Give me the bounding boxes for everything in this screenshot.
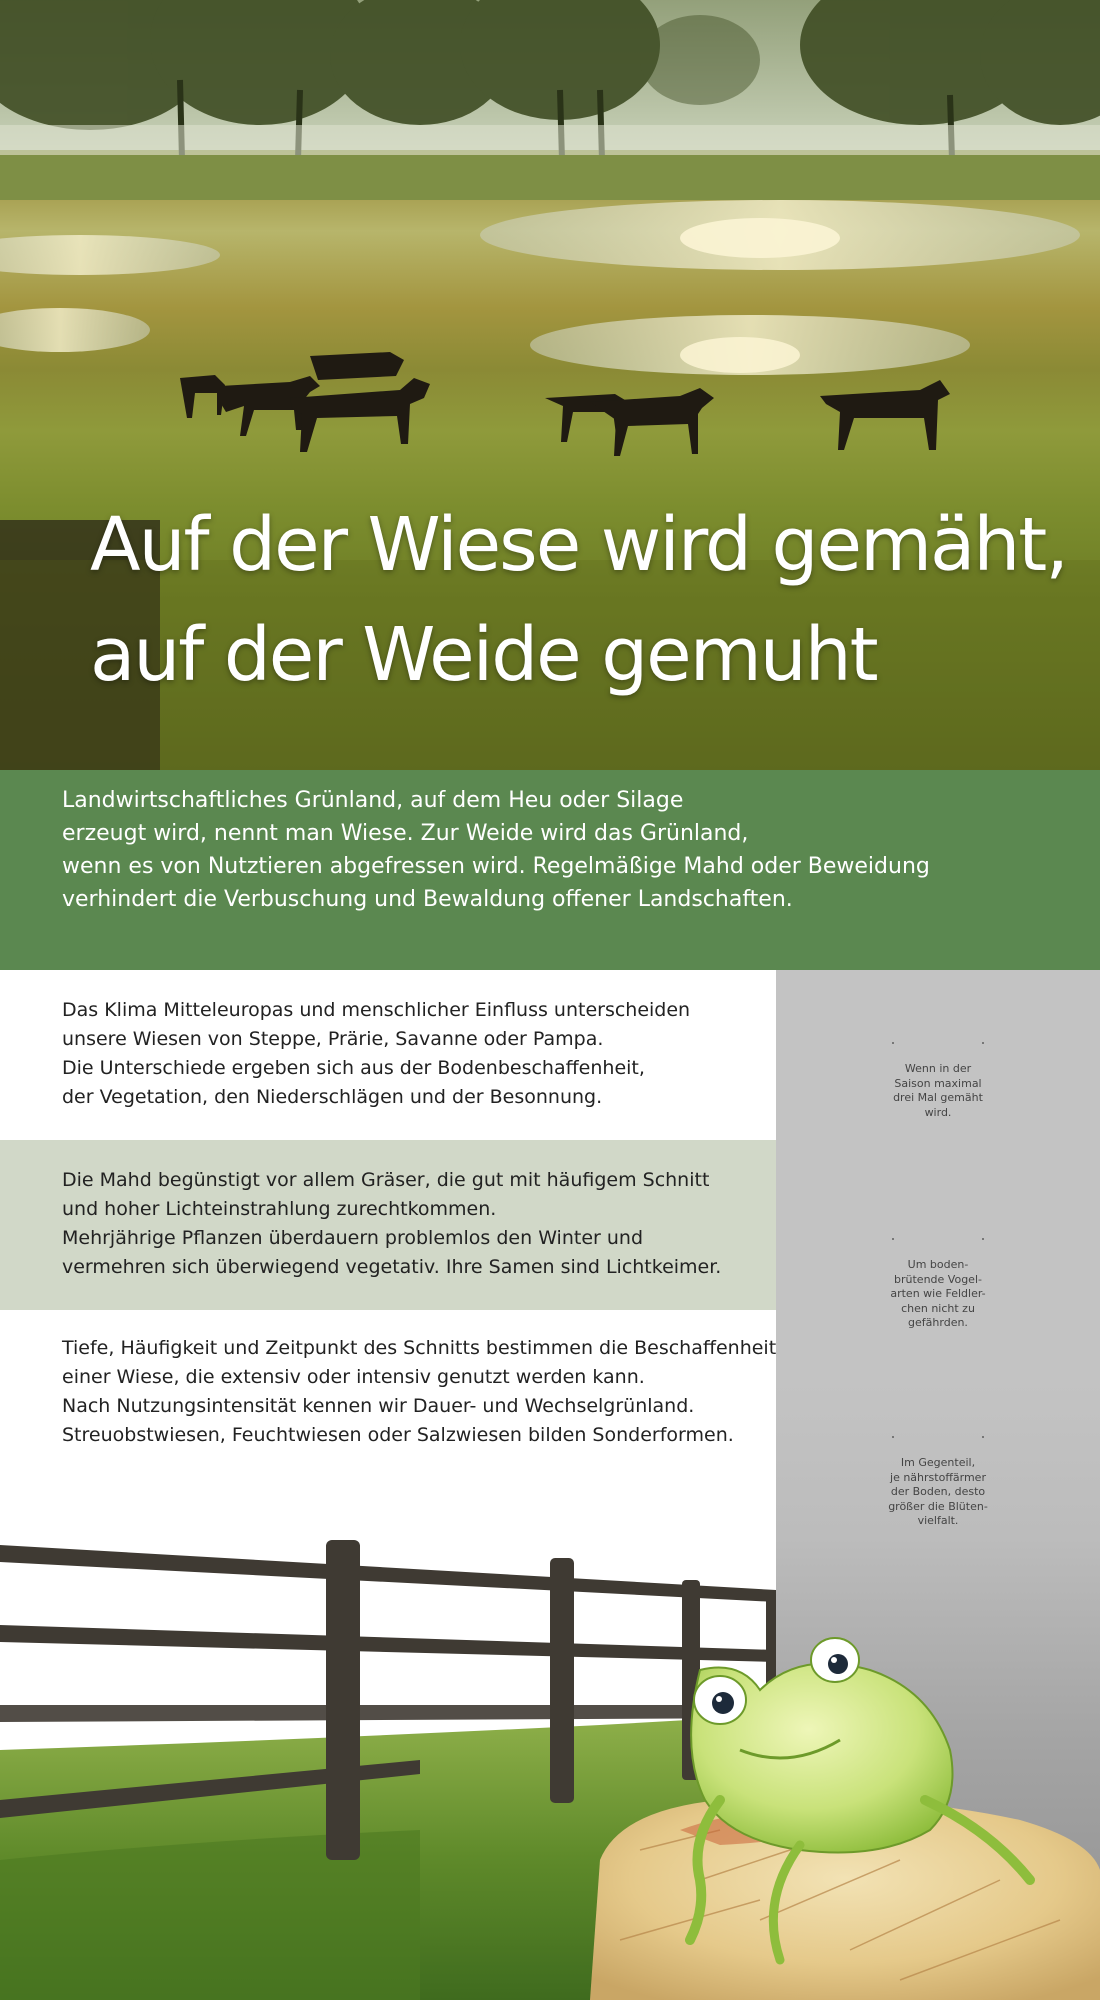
note-line: je nährstoffärmer	[890, 1470, 986, 1484]
side-note	[876, 1258, 1000, 1331]
block-line: Streuobstwiesen, Feuchtwiesen oder Salzwiesen bilden Sonderformen.	[62, 1424, 734, 1446]
hero-photo	[0, 0, 1100, 770]
block-text	[62, 1334, 782, 1450]
block-line: einer Wiese, die extensiv oder intensiv genutzt werden kann.	[62, 1366, 645, 1388]
note-line: Um boden-	[907, 1258, 969, 1271]
note-marks	[892, 1042, 984, 1046]
block-line: Die Mahd begünstigt vor allem Gräser, die gut mit häufigem Schnitt	[62, 1169, 710, 1191]
note-line: vielfalt.	[917, 1514, 959, 1527]
note-marks	[892, 1436, 984, 1440]
title-line-2: auf der Weide gemuht	[90, 612, 877, 698]
note-line: chen nicht zu	[901, 1301, 975, 1315]
bottom-illustration	[0, 1500, 1100, 2000]
fence-frog-illustration	[0, 1500, 1100, 2000]
intro-line: Landwirtschaftliches Grünland, auf dem Heu oder Silage	[62, 788, 684, 813]
note-line: arten wie Feldler-	[890, 1287, 986, 1300]
intro-line: erzeugt wird, nennt man Wiese. Zur Weide wird das Grünland,	[62, 821, 749, 846]
note-line: Wenn in der	[904, 1062, 972, 1075]
block-line: vermehren sich überwiegend vegetativ. Ihre Samen sind Lichtkeimer.	[62, 1256, 722, 1278]
note-line: wird.	[924, 1105, 952, 1119]
block-text	[62, 996, 782, 1112]
block-line: Nach Nutzungsintensität kennen wir Dauer- und Wechselgrünland.	[62, 1395, 695, 1417]
note-marks	[892, 1238, 984, 1242]
side-note	[876, 1062, 1000, 1120]
intro-line: verhindert die Verbuschung und Bewaldung offener Landschaften.	[62, 887, 793, 912]
note-line: Im Gegenteil,	[900, 1456, 976, 1469]
intro-text	[62, 784, 1062, 916]
block-line: Tiefe, Häufigkeit und Zeitpunkt des Schnitts bestimmen die Beschaffenheit	[62, 1337, 777, 1359]
block-line: Mehrjährige Pflanzen überdauern problemlos den Winter und	[62, 1227, 644, 1249]
note-line: gefährden.	[908, 1316, 968, 1329]
block-line: Das Klima Mitteleuropas und menschlicher Einfluss unterscheiden	[62, 999, 691, 1021]
block-line: der Vegetation, den Niederschlägen und der Besonnung.	[62, 1086, 603, 1108]
text-block-climate	[0, 970, 776, 1140]
text-block-mowing	[0, 1140, 776, 1310]
page-title	[90, 490, 1070, 710]
block-text	[62, 1166, 782, 1282]
note-line: größer die Blüten-	[888, 1499, 988, 1513]
intro-line: wenn es von Nutztieren abgefressen wird. Regelmäßige Mahd oder Beweidung	[62, 854, 930, 879]
note-line: drei Mal gemäht	[893, 1091, 983, 1104]
block-line: unsere Wiesen von Steppe, Prärie, Savanne oder Pampa.	[62, 1028, 604, 1050]
note-line: brütende Vogel-	[894, 1272, 982, 1286]
note-line: Saison maximal	[894, 1076, 982, 1090]
block-line: Die Unterschiede ergeben sich aus der Bodenbeschaffenheit,	[62, 1057, 645, 1079]
title-line-1: Auf der Wiese wird gemäht,	[90, 502, 1067, 588]
intro-band	[0, 770, 1100, 970]
note-line: der Boden, desto	[890, 1485, 986, 1498]
block-line: und hoher Lichteinstrahlung zurechtkommen.	[62, 1198, 497, 1220]
